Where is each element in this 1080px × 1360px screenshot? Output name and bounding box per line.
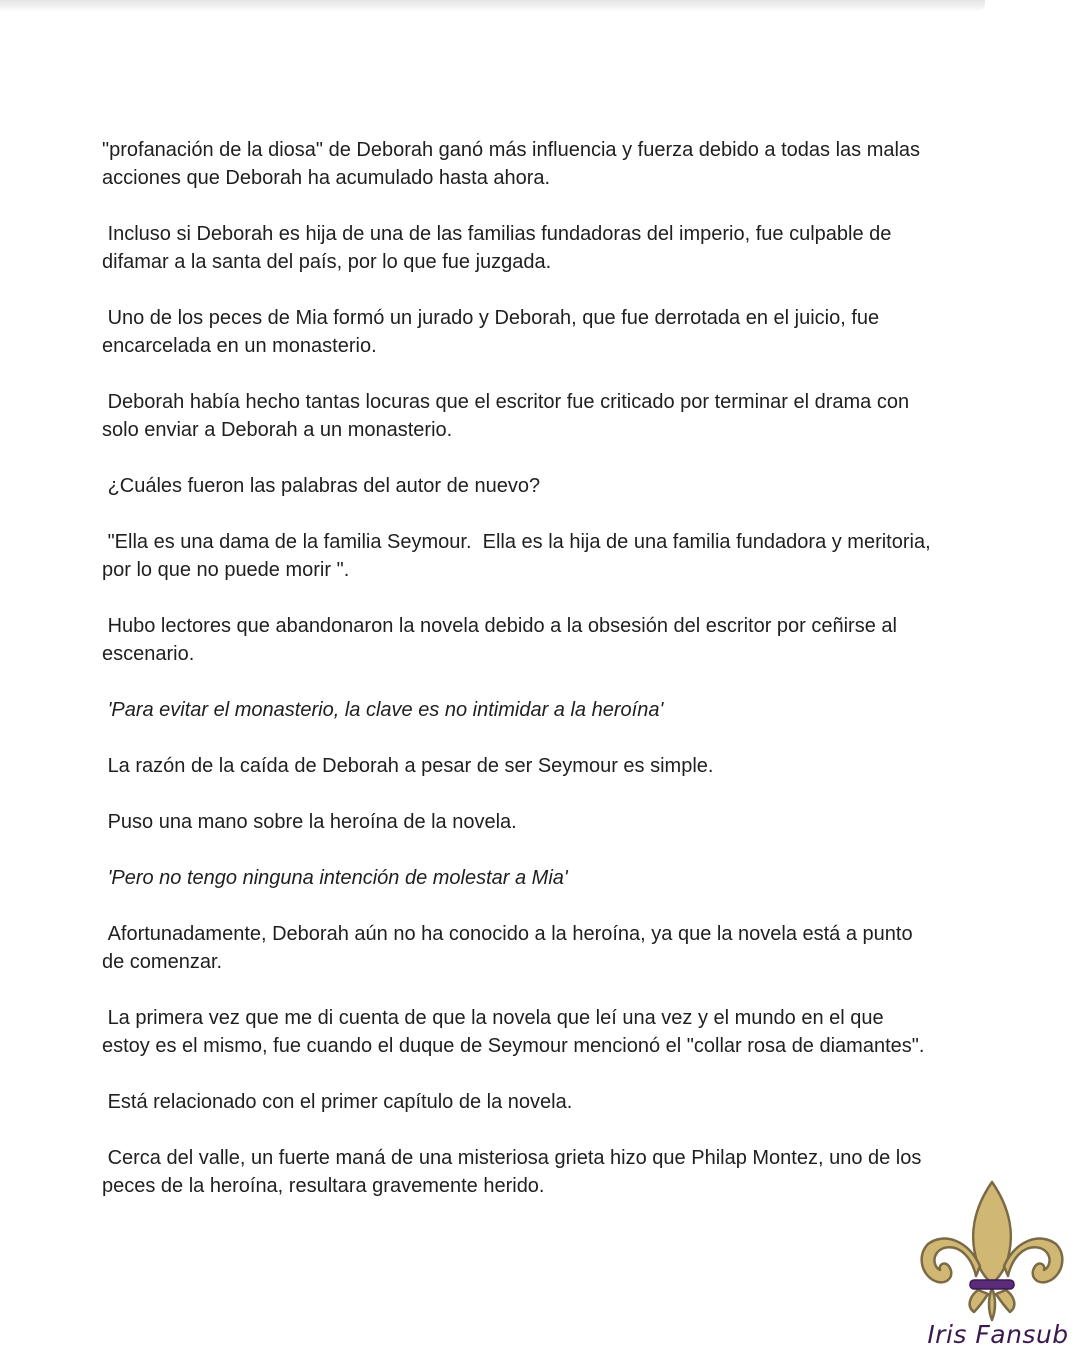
paragraph: Deborah había hecho tantas locuras que el escritor fue criticado por terminar el drama con solo enviar a Deborah a un monasterio.	[102, 391, 915, 441]
paragraph: Incluso si Deborah es hija de una de las familias fundadoras del imperio, fue culpable de difamar a la santa del país, por lo que fue juzgada.	[102, 223, 897, 273]
paragraph: Está relacionado con el primer capítulo de la novela.	[102, 1091, 573, 1113]
italic-thought: 'Para evitar el monasterio, la clave es no intimidar a la heroína'	[102, 699, 664, 721]
paragraph: Hubo lectores que abandonaron la novela debido a la obsesión del escritor por ceñirse al escenario.	[102, 615, 903, 665]
paragraph: "profanación de la diosa" de Deborah ganó más influencia y fuerza debido a todas las malas acciones que Deborah ha acumulado hasta ahora.	[102, 139, 926, 189]
top-edge-shadow	[0, 0, 985, 12]
paragraph: Cerca del valle, un fuerte maná de una misteriosa grieta hizo que Philap Montez, uno de los peces de la heroína, resultara gravemente herido.	[102, 1147, 927, 1197]
paragraph: La primera vez que me di cuenta de que la novela que leí una vez y el mundo en el que estoy es el mismo, fue cuando el duque de Seymour mencionó el "collar rosa de diamantes".	[102, 1007, 925, 1057]
paragraph: Uno de los peces de Mia formó un jurado y Deborah, que fue derrotada en el juicio, fue encarcelada en un monasterio.	[102, 307, 885, 357]
paragraph: "Ella es una dama de la familia Seymour. Ella es la hija de una familia fundadora y meritoria, por lo que no puede morir ".	[102, 531, 937, 581]
paragraph: La razón de la caída de Deborah a pesar de ser Seymour es simple.	[102, 755, 714, 777]
watermark-logo	[918, 1178, 1070, 1354]
paragraph: Puso una mano sobre la heroína de la novela.	[102, 811, 517, 833]
paragraph: ¿Cuáles fueron las palabras del autor de nuevo?	[102, 475, 541, 497]
fleur-de-lis-icon	[918, 1178, 1070, 1324]
paragraph: Afortunadamente, Deborah aún no ha conocido a la heroína, ya que la novela está a punto de comenzar.	[102, 923, 919, 973]
document-body	[102, 136, 937, 1228]
watermark-text: Iris Fansub	[927, 1320, 1069, 1349]
italic-thought: 'Pero no tengo ninguna intención de molestar a Mia'	[102, 867, 568, 889]
